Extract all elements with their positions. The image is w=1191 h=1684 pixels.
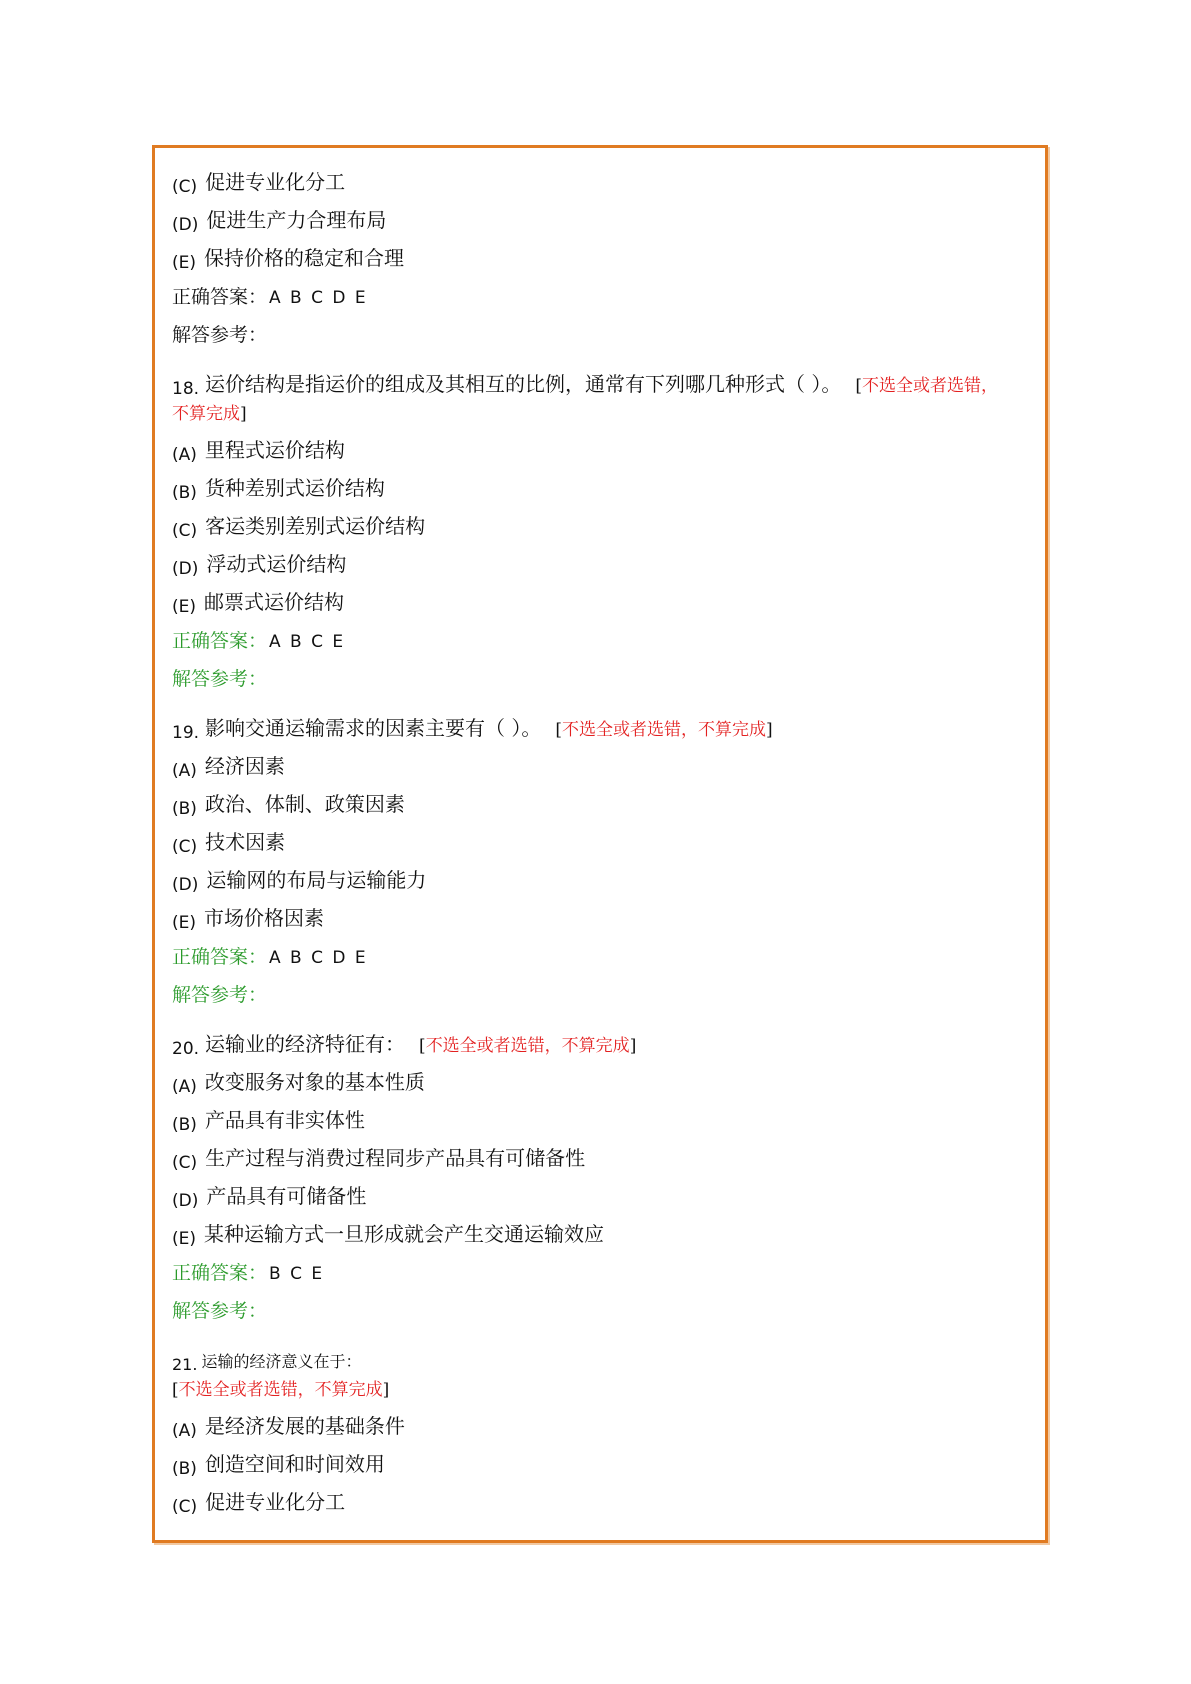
- completion-note: [不选全或者选错，: [855, 376, 999, 396]
- completion-note: [不选全或者选错，不算完成]: [172, 1380, 390, 1400]
- question-18-note-cont: 不算完成]: [172, 404, 247, 424]
- correct-answer: 正确答案： A B C E: [172, 630, 346, 652]
- option-e: (E) 邮票式运价结构: [172, 590, 345, 617]
- option-b: (B) 货种差别式运价结构: [172, 476, 385, 503]
- option-d: (D) 浮动式运价结构: [172, 552, 347, 579]
- option-d: (D) 产品具有可储备性: [172, 1184, 367, 1211]
- option-e: (E) 某种运输方式一旦形成就会产生交通运输效应: [172, 1222, 605, 1249]
- question-text: 运价结构是指运价的组成及其相互的比例，通常有下列哪几种形式（ ）。: [205, 372, 842, 396]
- option-d: (D) 促进生产力合理布局: [172, 208, 387, 235]
- option-a: (A) 里程式运价结构: [172, 438, 345, 465]
- correct-answer: 正确答案： A B C D E: [172, 286, 368, 308]
- option-b: (B) 产品具有非实体性: [172, 1108, 365, 1135]
- answer-reference: 解答参考：: [172, 984, 268, 1006]
- option-d: (D) 运输网的布局与运输能力: [172, 868, 427, 895]
- correct-answer: 正确答案： B C E: [172, 1262, 325, 1284]
- option-e: (E) 保持价格的稳定和合理: [172, 246, 405, 273]
- question-text: 运输业的经济特征有：: [205, 1032, 406, 1056]
- question-21-note: [172, 1374, 1032, 1412]
- option-a: (A) 改变服务对象的基本性质: [172, 1070, 425, 1097]
- option-b: (B) 创造空间和时间效用: [172, 1452, 385, 1479]
- question-19: 19. 影响交通运输需求的因素主要有（ ）。 [不选全或者选错，不算完成]: [172, 716, 773, 743]
- option-c: (C) 技术因素: [172, 830, 286, 857]
- option-c: (C) 生产过程与消费过程同步产品具有可储备性: [172, 1146, 586, 1173]
- option-a: (A) 经济因素: [172, 754, 285, 781]
- question-text: 影响交通运输需求的因素主要有（ ）。: [205, 716, 542, 740]
- option-b: (B) 政治、体制、政策因素: [172, 792, 405, 819]
- option-c: (C) 客运类别差别式运价结构: [172, 514, 426, 541]
- question-text: 运输的经济意义在于：: [201, 1352, 362, 1371]
- option-a: (A) 是经济发展的基础条件: [172, 1414, 405, 1441]
- correct-answer: 正确答案： A B C D E: [172, 946, 368, 968]
- question-20: 20. 运输业的经济特征有： [不选全或者选错，不算完成]: [172, 1032, 637, 1059]
- question-18: 18. 运价结构是指运价的组成及其相互的比例，通常有下列哪几种形式（ ）。 [不选全或者选错，: [172, 372, 999, 399]
- completion-note: [不选全或者选错，不算完成]: [419, 1036, 637, 1056]
- option-e: (E) 市场价格因素: [172, 906, 325, 933]
- question-21: 21. 运输的经济意义在于：: [172, 1352, 362, 1374]
- answer-reference: 解答参考：: [172, 324, 268, 346]
- option-c: (C) 促进专业化分工: [172, 170, 346, 197]
- answer-reference: 解答参考：: [172, 1300, 268, 1322]
- answer-reference: 解答参考：: [172, 668, 268, 690]
- option-c: (C) 促进专业化分工: [172, 1490, 346, 1517]
- quiz-content: [172, 168, 1032, 1526]
- completion-note: [不选全或者选错，不算完成]: [555, 720, 773, 740]
